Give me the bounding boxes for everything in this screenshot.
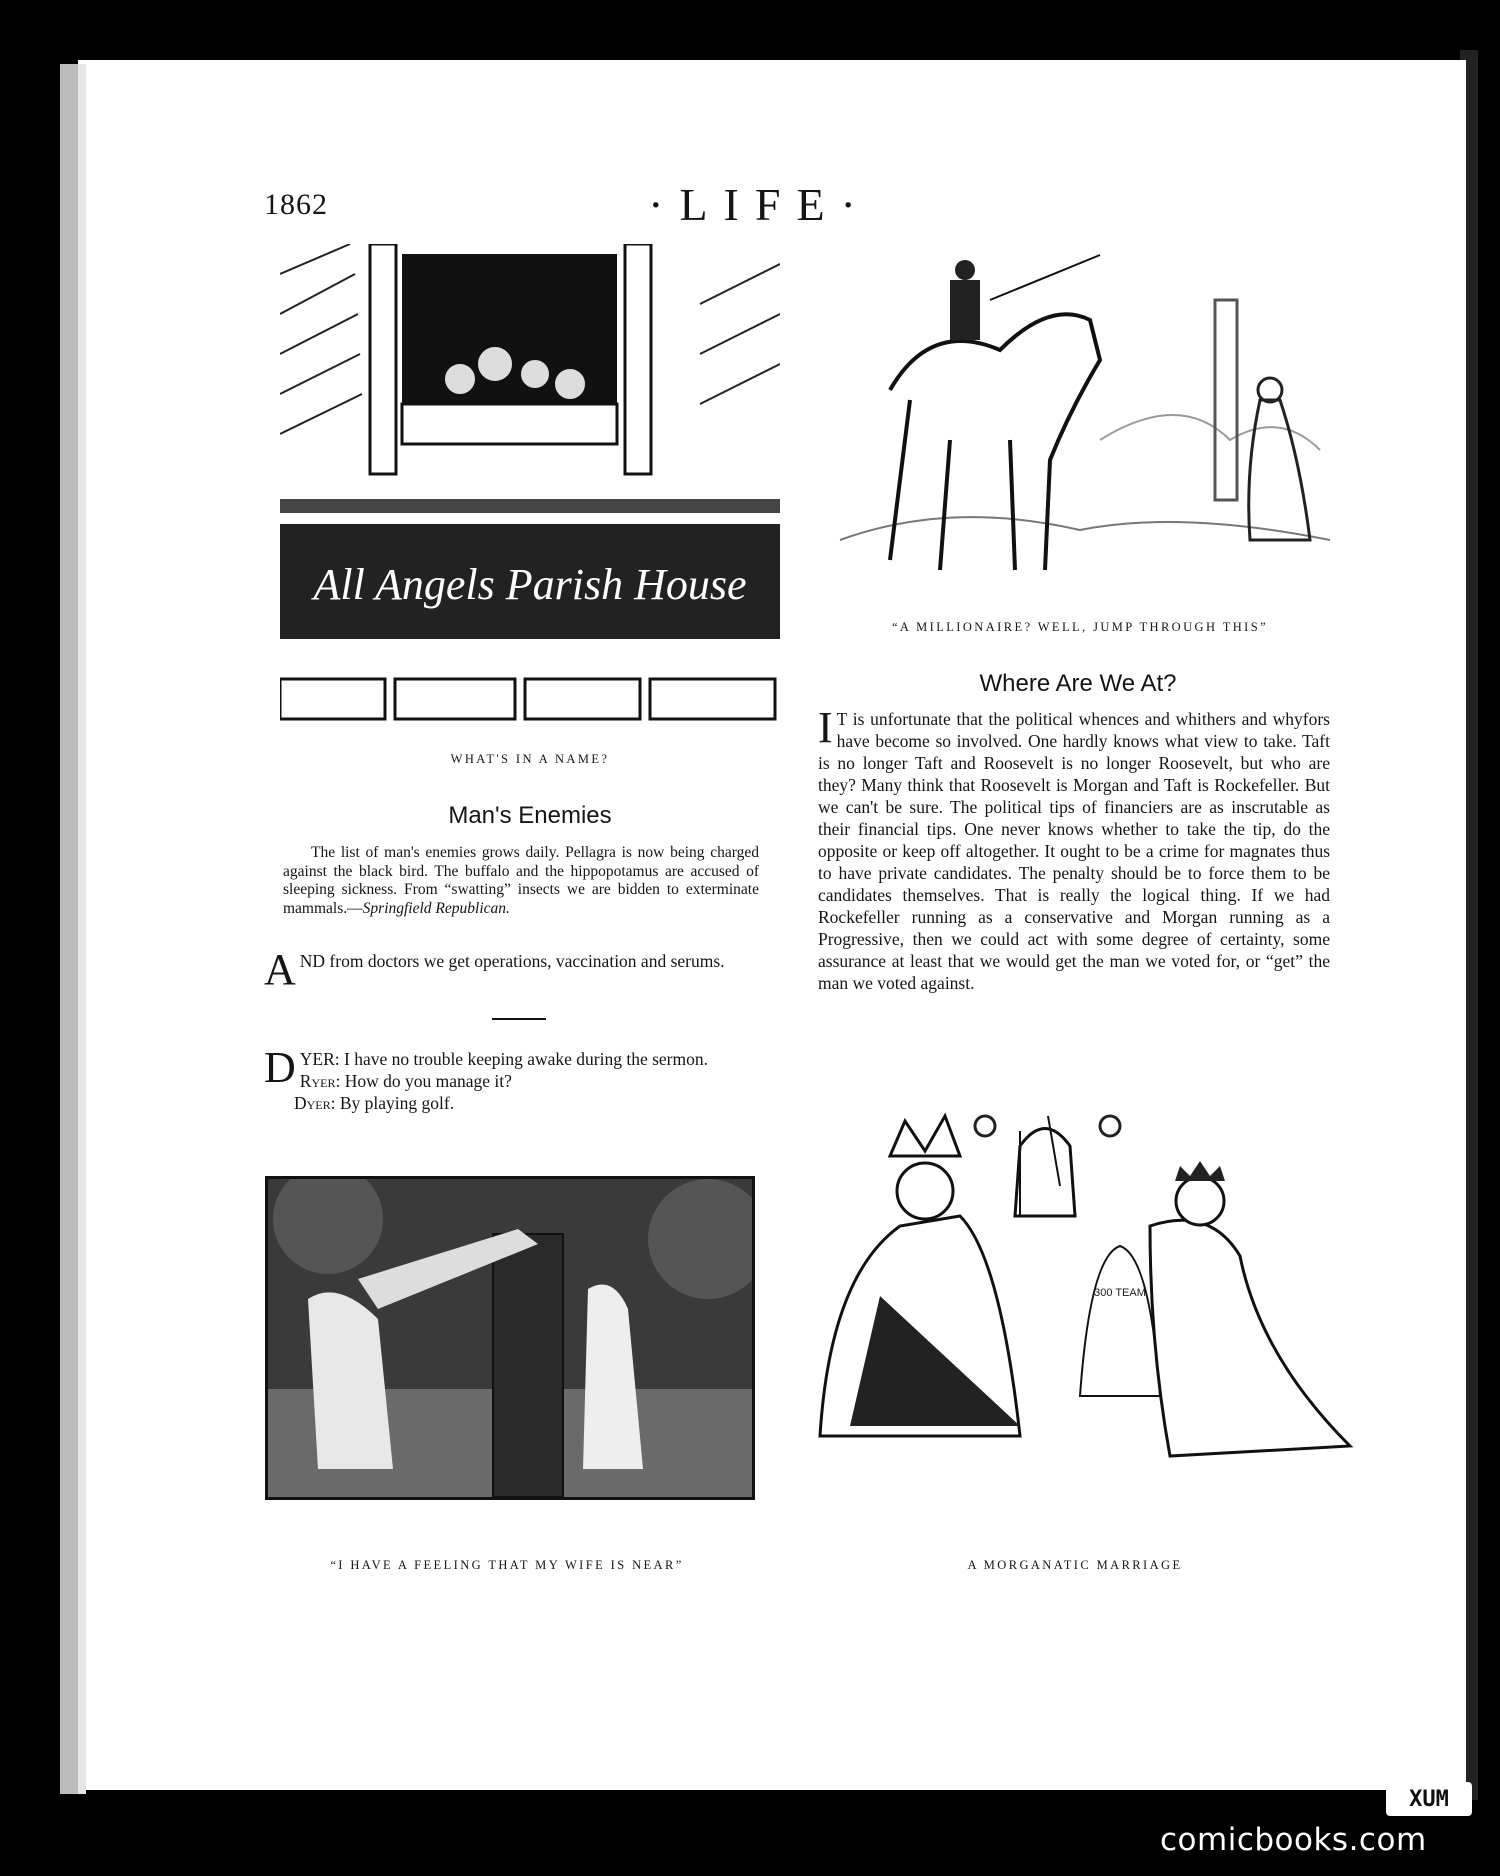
wall-illustration <box>265 1176 755 1500</box>
camel-caption: “A MILLIONAIRE? WELL, JUMP THROUGH THIS” <box>891 620 1269 634</box>
marriage-caption: A MORGANATIC MARRIAGE <box>967 1558 1183 1572</box>
scan-stamp: XUM <box>1386 1782 1472 1816</box>
bride-dress-text: 300 TEAM <box>1094 1287 1146 1299</box>
response-text: ND from doctors we get operations, vaccination and serums. <box>299 951 725 971</box>
masthead-title: ·LIFE· <box>648 179 872 230</box>
dialogue-line-2: Ryer: How do you manage it? <box>299 1071 512 1091</box>
morganatic-marriage-illustration <box>790 1096 1360 1516</box>
quote-text: The list of man's enemies grows daily. Pellagra is now being charged against the black bird. The buffalo and the hippopotamus are accused of sleeping sickness. From “swatting” insects we are bidden to exterminate mammals.— <box>283 844 759 917</box>
site-watermark: comicbooks.com <box>1160 1822 1427 1858</box>
page-edge-shadow <box>78 64 86 1794</box>
quote-source: Springfield Republican. <box>362 899 510 917</box>
dropcap-i: I <box>818 703 833 752</box>
dialogue-line-1: DYER: I have no trouble keeping awake during the sermon. <box>264 1043 708 1092</box>
golf-dialogue <box>264 1043 776 1114</box>
section-divider <box>492 1018 546 1020</box>
mans-enemies-response <box>264 945 776 994</box>
parish-house-illustration <box>280 244 780 724</box>
mans-enemies-quote <box>283 844 759 918</box>
where-are-we-headline: Where Are We At? <box>979 670 1177 697</box>
where-are-we-body <box>818 703 1330 994</box>
page-number: 1862 <box>264 188 328 221</box>
dropcap-a: A <box>264 945 296 994</box>
dialogue-line-3: Dyer: By playing golf. <box>294 1093 455 1113</box>
wall-caption: “I HAVE A FEELING THAT MY WIFE IS NEAR” <box>330 1558 684 1572</box>
dropcap-d: D <box>264 1043 296 1092</box>
mans-enemies-headline: Man's Enemies <box>448 802 612 829</box>
parish-house-sign: All Angels Parish House <box>313 560 747 609</box>
parish-house-caption: WHAT'S IN A NAME? <box>450 752 610 766</box>
millionaire-camel-illustration <box>800 240 1360 600</box>
where-are-we-text: T is unfortunate that the political whences and whithers and whyfors have become so involved. One hardly knows what view to take. Taft is no longer Taft and Roosevelt is no longer Roosevelt, but who are they? Many think that Roosevelt is Morgan and Taft is Rockefeller. But we can't be sure. The political tips of financiers are as inscrutable as their financial tips. One never knows whether to take the tip, do the opposite or keep off altogether. It ought to be a crime for magnates thus to have private candidates. The penalty should be to force them to be candidates themselves. That is really the logical thing. If we had Rockefeller running as a conservative and Morgan running as a Progressive, then we could act with some degree of certainty, some assurance at least that we would get the man we voted for, or “get” the man we voted against. <box>818 709 1330 993</box>
